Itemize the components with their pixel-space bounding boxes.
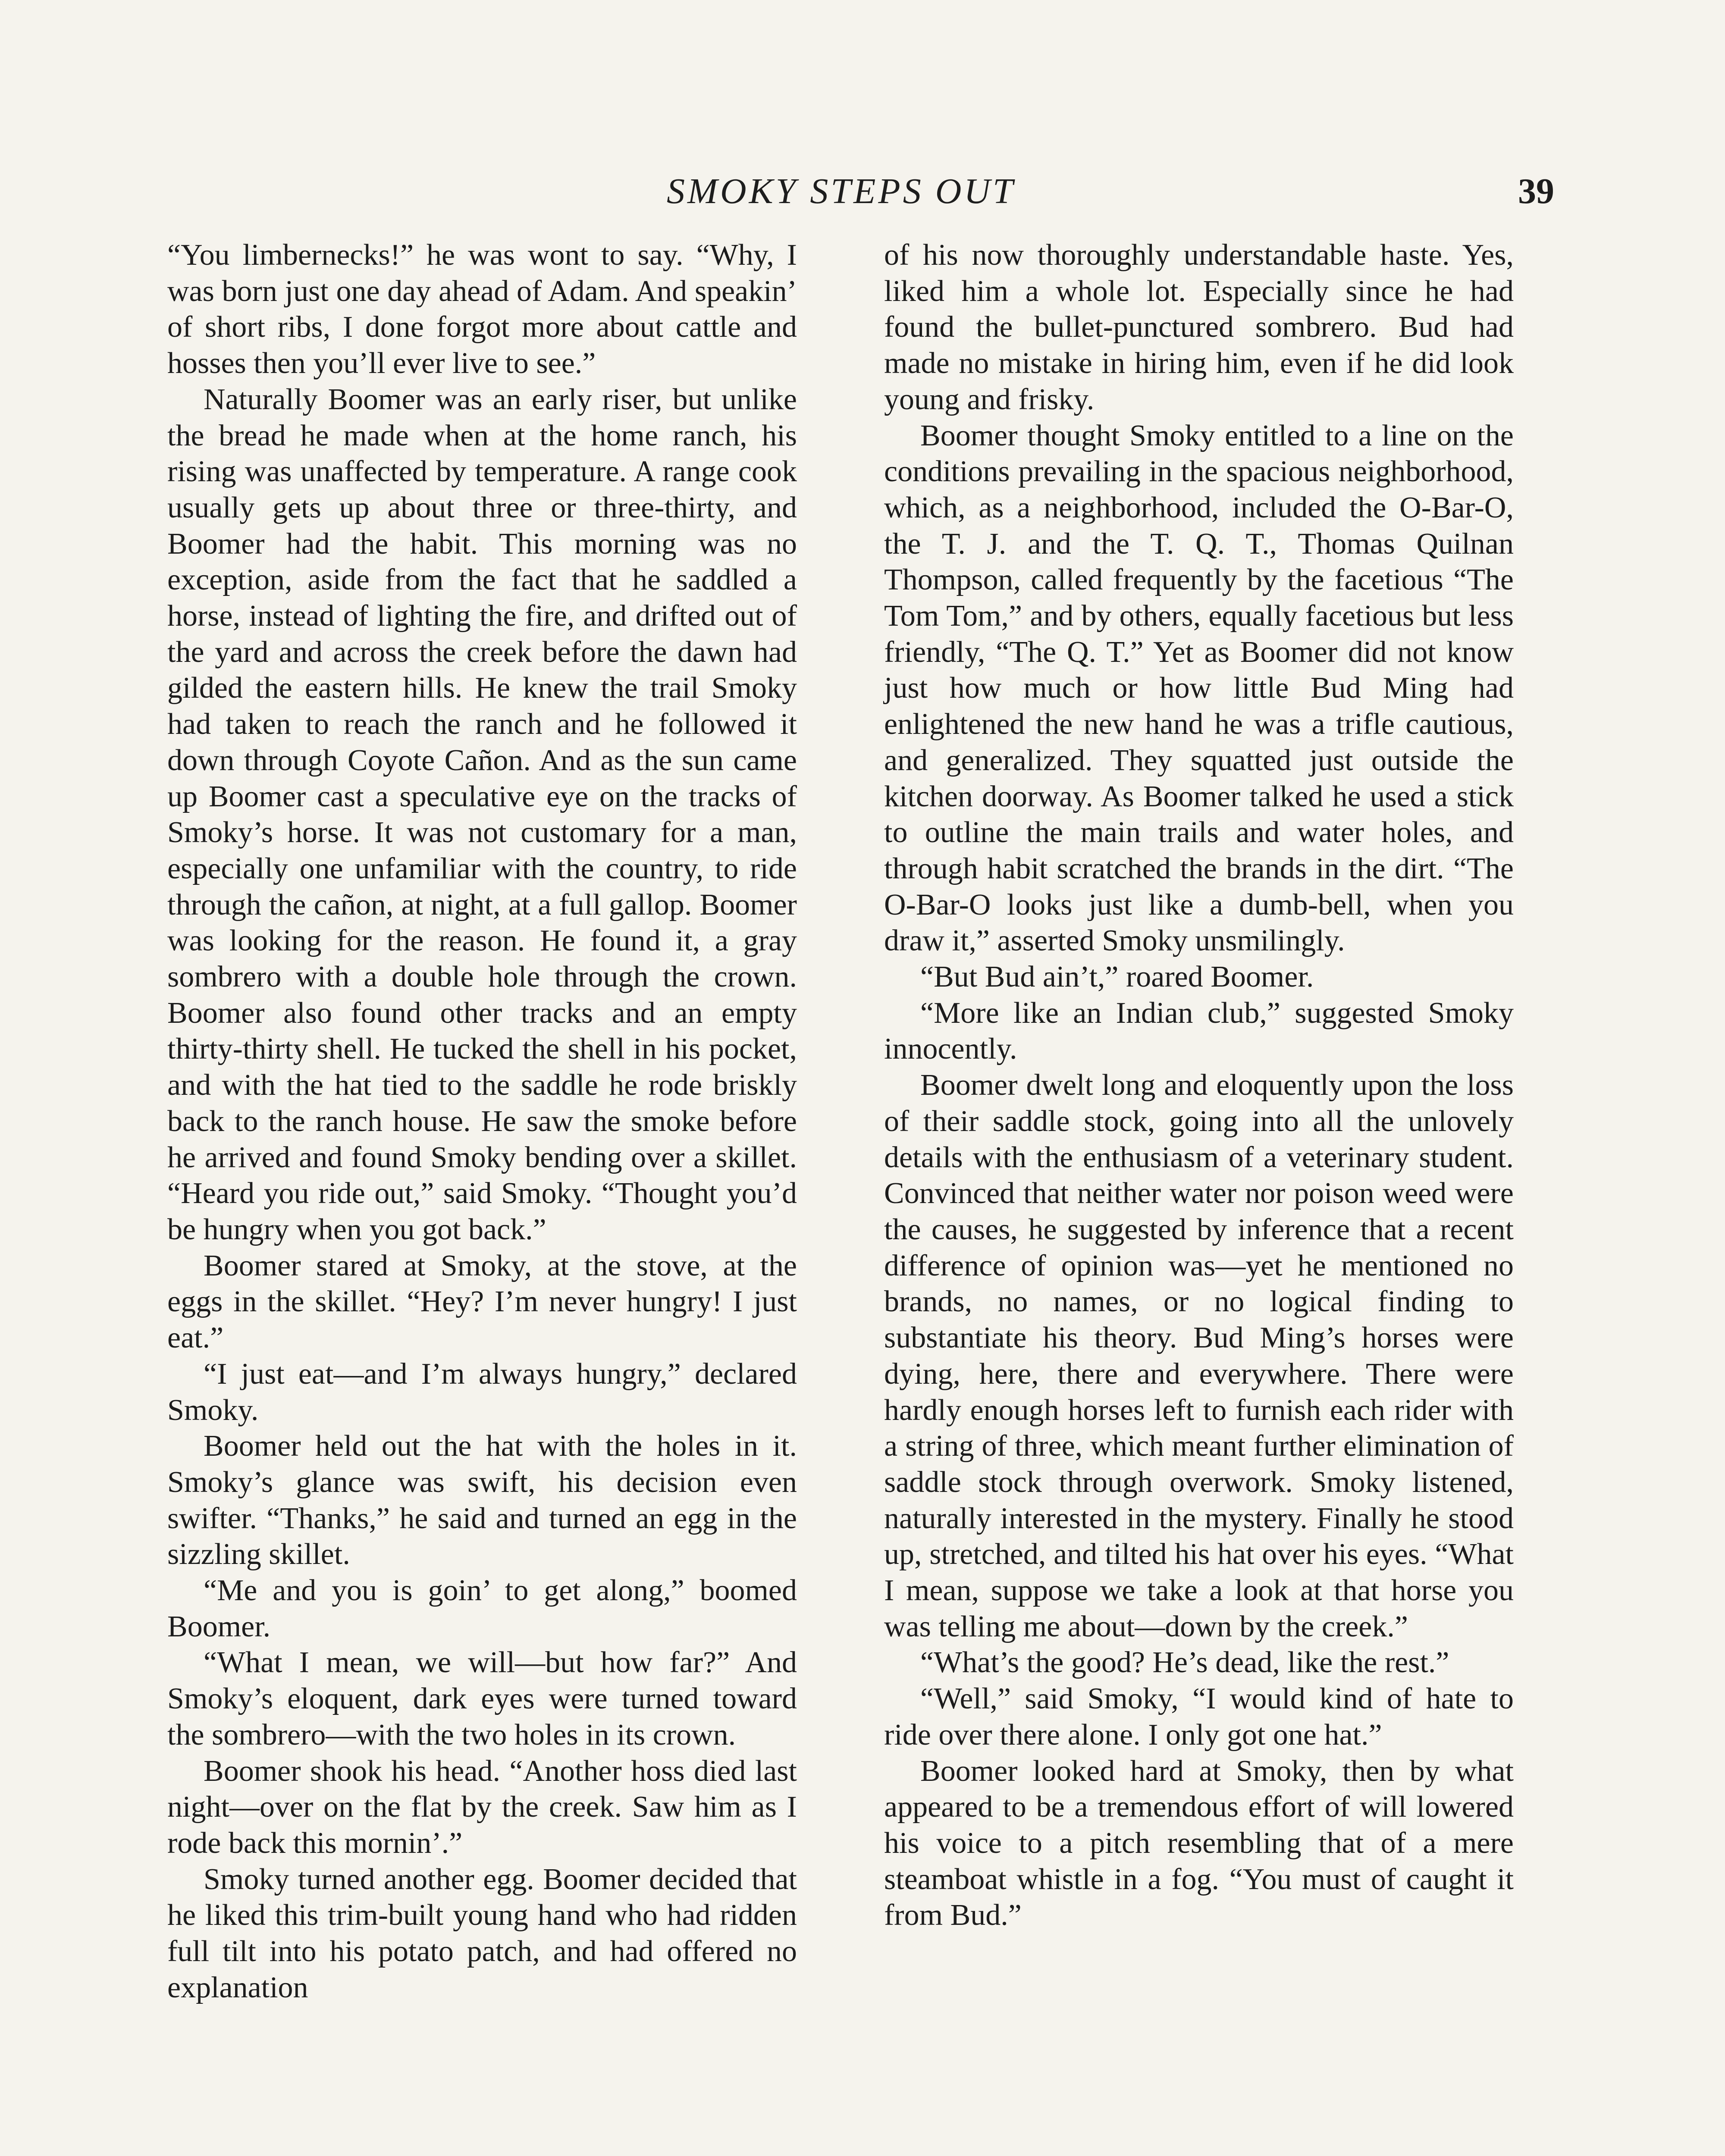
page-number: 39 [1518,171,1554,211]
paragraph: “Me and you is goin’ to get along,” boomed Boomer. [167,1574,797,1643]
paragraph: Boomer stared at Smoky, at the stove, at the eggs in the skillet. “Hey? I’m never hungry! I just eat.” [167,1249,797,1355]
left-text-column [167,237,797,2006]
paragraph: Smoky turned another egg. Boomer decided that he liked this trim-built young hand who had ridden full tilt into his potato patch, and had offered no explanation [167,1862,797,2004]
paragraph: Boomer held out the hat with the holes in it. Smoky’s glance was swift, his decision even swifter. “Thanks,” he said and turned an egg in the sizzling skillet. [167,1429,797,1571]
paragraph: “I just eat—and I’m always hungry,” declared Smoky. [167,1357,797,1427]
paragraph: Boomer thought Smoky entitled to a line on the conditions prevailing in the spacious neighborhood, which, as a neighborhood, included the O-Bar-O, the T. J. and the T. Q. T., Thomas Quilnan Thompson, called frequently by the facetious “The Tom Tom,” and by others, equally facetious but less friendly, “The Q. T.” Yet as Boomer did not know just how much or how little Bud Ming had enlightened the new hand he was a trifle cautious, and generalized. They squatted just outside the kitchen doorway. As Boomer talked he used a stick to outline the main trails and water holes, and through habit scratched the brands in the dirt. “The O-Bar-O looks just like a dumb-bell, when you draw it,” asserted Smoky unsmilingly. [884,419,1514,958]
paragraph: “Well,” said Smoky, “I would kind of hate to ride over there alone. I only got one hat.” [884,1682,1514,1752]
paragraph: of his now thoroughly understandable haste. Yes, liked him a whole lot. Especially since he had found the bullet-punctured sombrero. Bud had made no mistake in hiring him, even if he did look young and frisky. [884,238,1514,416]
paragraph: “But Bud ain’t,” roared Boomer. [920,960,1314,994]
paragraph: Boomer looked hard at Smoky, then by what appeared to be a tremendous effort of will lowered his voice to a pitch resembling that of a mere steamboat whistle in a fog. “You must of caught it from Bud.” [884,1754,1514,1932]
right-text-column [884,237,1514,1934]
paragraph: “You limbernecks!” he was wont to say. “Why, I was born just one day ahead of Adam. And speakin’ of short ribs, I done forgot more about cattle and hosses then you’ll ever live to see.” [167,238,797,380]
paragraph: Naturally Boomer was an early riser, but unlike the bread he made when at the home ranch, his rising was unaffected by temperature. A range cook usually gets up about three or three-thirty, and Boomer had the habit. This morning was no exception, aside from the fact that he saddled a horse, instead of lighting the fire, and drifted out of the yard and across the creek before the dawn had gilded the eastern hills. He knew the trail Smoky had taken to reach the ranch and he followed it down through Coyote Cañon. And as the sun came up Boomer cast a speculative eye on the tracks of Smoky’s horse. It was not customary for a man, especially one unfamiliar with the country, to ride through the cañon, at night, at a full gallop. Boomer was looking for the reason. He found it, a gray sombrero with a double hole through the crown. Boomer also found other tracks and an empty thirty-thirty shell. He tucked the shell in his pocket, and with the hat tied to the saddle he rode briskly back to the ranch house. He saw the smoke before he arrived and found Smoky bending over a skillet. “Heard you ride out,” said Smoky. “Thought you’d be hungry when you got back.” [167,382,797,1246]
running-title: SMOKY STEPS OUT [667,171,1016,211]
paragraph: Boomer shook his head. “Another hoss died last night—over on the flat by the creek. Saw him as I rode back this mornin’.” [167,1754,797,1860]
paragraph: “What’s the good? He’s dead, like the rest.” [920,1646,1449,1680]
paragraph: Boomer dwelt long and eloquently upon the loss of their saddle stock, going into all the unlovely details with the enthusiasm of a veterinary student. Convinced that neither water nor poison weed were the causes, he suggested by inference that a recent difference of opinion was—yet he mentioned no brands, no names, or no logical finding to substantiate his theory. Bud Ming’s horses were dying, here, there and everywhere. There were hardly enough horses left to furnish each rider with a string of three, which meant further elimination of saddle stock through overwork. Smoky listened, naturally interested in the mystery. Finally he stood up, stretched, and tilted his hat over his eyes. “What I mean, suppose we take a look at that horse you was telling me about—down by the creek.” [884,1069,1514,1643]
paragraph: “More like an Indian club,” suggested Smoky innocently. [884,996,1514,1066]
paragraph: “What I mean, we will—but how far?” And Smoky’s eloquent, dark eyes were turned toward the sombrero—with the two holes in its crown. [167,1646,797,1752]
